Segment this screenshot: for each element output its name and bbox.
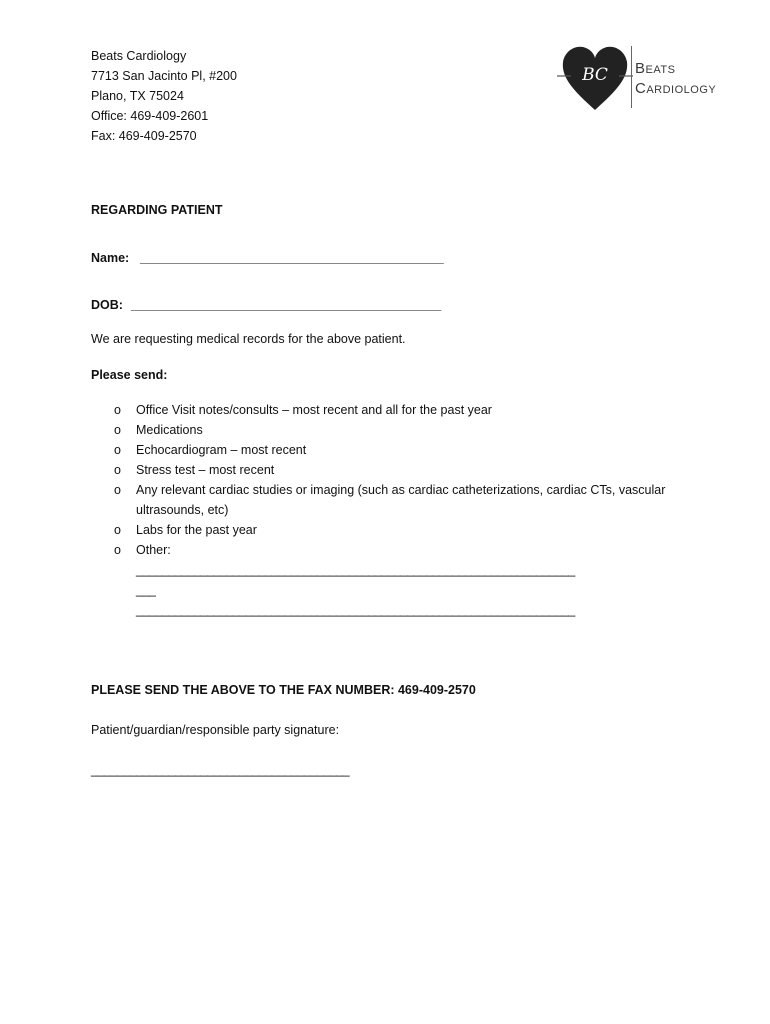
name-field-label: Name: bbox=[91, 251, 130, 265]
other-blank-line[interactable]: ____________________________________________________________________ bbox=[136, 603, 575, 617]
practice-city: Plano, TX 75024 bbox=[91, 89, 184, 103]
practice-name: Beats Cardiology bbox=[91, 49, 187, 63]
bullet-marker: o bbox=[114, 523, 121, 537]
please-send-label: Please send: bbox=[91, 368, 168, 382]
list-item: Labs for the past year bbox=[136, 523, 257, 537]
section-heading: REGARDING PATIENT bbox=[91, 203, 223, 217]
request-text: We are requesting medical records for the above patient. bbox=[91, 332, 406, 346]
practice-fax: Fax: 469-409-2570 bbox=[91, 129, 197, 143]
dob-field-blank[interactable]: ________________________________________________ bbox=[131, 298, 441, 312]
other-blank-line[interactable]: ___ bbox=[136, 583, 156, 597]
signature-label: Patient/guardian/responsible party signature: bbox=[91, 723, 340, 737]
list-item: Stress test – most recent bbox=[136, 463, 275, 477]
name-field-blank[interactable]: _______________________________________________ bbox=[140, 251, 444, 265]
practice-office-phone: Office: 469-409-2601 bbox=[91, 109, 209, 123]
logo-divider bbox=[631, 46, 632, 108]
dob-field-label: DOB: bbox=[91, 298, 123, 312]
list-item: Medications bbox=[136, 423, 203, 437]
fax-instruction: PLEASE SEND THE ABOVE TO THE FAX NUMBER: 469-409-2570 bbox=[91, 683, 476, 697]
list-item-other: Other: bbox=[136, 543, 171, 557]
list-item-continuation: ultrasounds, etc) bbox=[136, 503, 229, 517]
bullet-marker: o bbox=[114, 403, 121, 417]
list-item: Echocardiogram – most recent bbox=[136, 443, 307, 457]
beats-cardiology-logo bbox=[555, 40, 735, 115]
list-item: Office Visit notes/consults – most recent and all for the past year bbox=[136, 403, 492, 417]
svg-text:BC: BC bbox=[582, 65, 608, 85]
other-blank-line[interactable]: ____________________________________________________________________ bbox=[136, 563, 575, 577]
heart-icon bbox=[555, 40, 635, 115]
signature-blank[interactable]: ________________________________________ bbox=[91, 763, 350, 777]
logo-word-cardiology: Cardiology bbox=[635, 80, 717, 97]
bullet-marker: o bbox=[114, 463, 121, 477]
practice-street: 7713 San Jacinto Pl, #200 bbox=[91, 69, 237, 83]
bullet-marker: o bbox=[114, 483, 121, 497]
bullet-marker: o bbox=[114, 443, 121, 457]
logo-word-beats: Beats bbox=[635, 60, 676, 77]
list-item: Any relevant cardiac studies or imaging (such as cardiac catheterizations, cardiac CTs, vascular bbox=[136, 483, 666, 497]
bullet-marker: o bbox=[114, 423, 121, 437]
bullet-marker: o bbox=[114, 543, 121, 557]
